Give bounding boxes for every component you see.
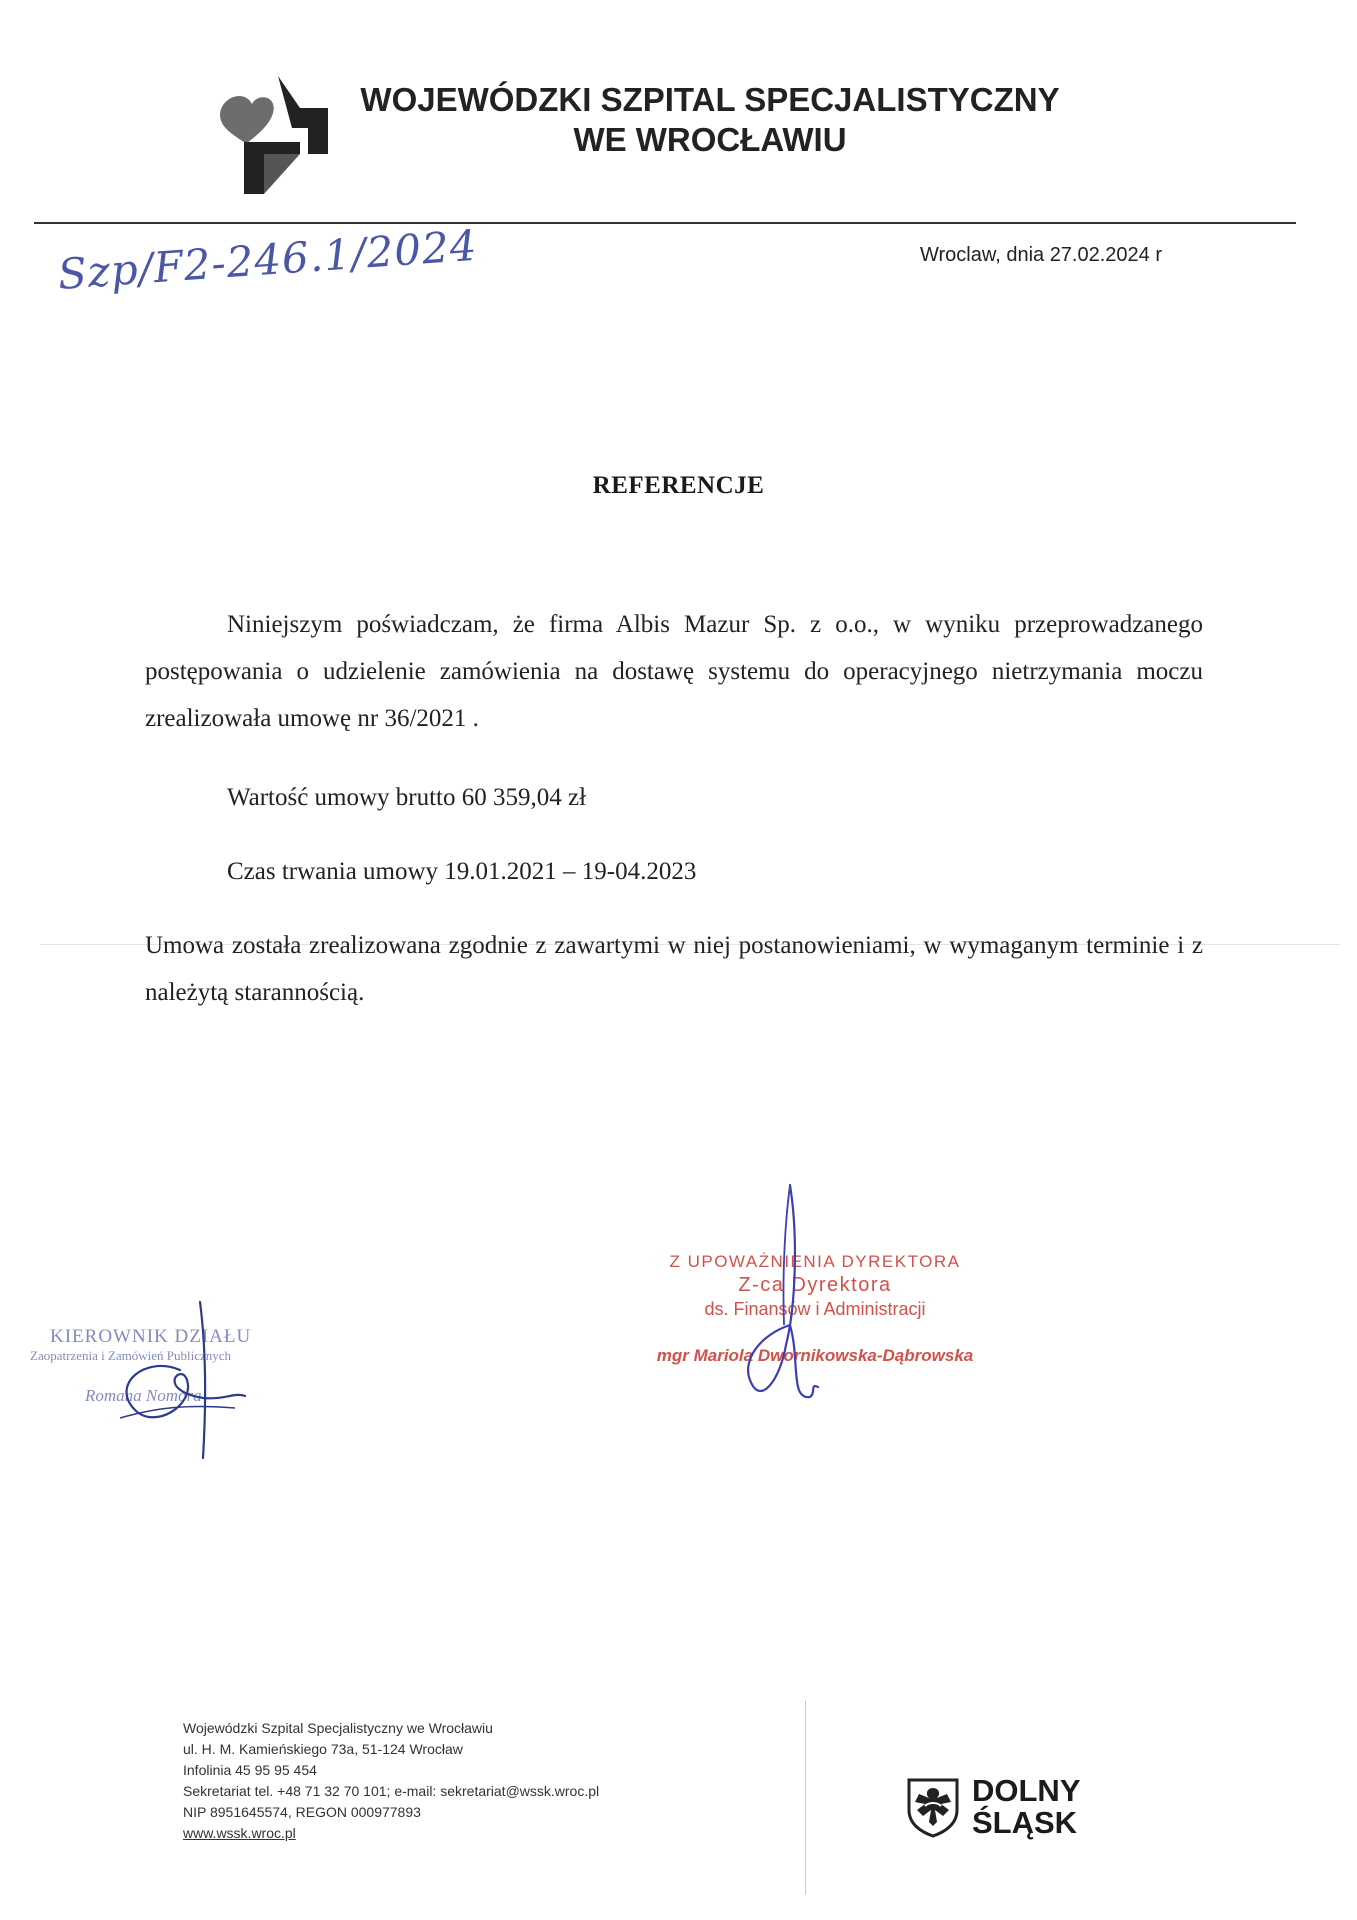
contract-value-line: Wartość umowy brutto 60 359,04 zł bbox=[227, 784, 587, 811]
department-head-signature bbox=[85, 1300, 285, 1460]
body-paragraph-1: Niniejszym poświadczam, że firma Albis Mazur Sp. z o.o., w wyniku przeprowadzanego postępowania o udzielenie zamówienia na dostawę systemu do operacyjnego nietrzymania moczu zrealizowała umowę nr 36/2021 . bbox=[145, 611, 1203, 732]
region-name-line1: DOLNY bbox=[972, 1773, 1081, 1808]
stamp-signatory-name: mgr Mariola Dwornikowska-Dąbrowska bbox=[656, 1346, 974, 1365]
footer-line: Infolinia 45 95 95 454 bbox=[183, 1762, 317, 1778]
stamp-left-title: KIEROWNIK DZIAŁU bbox=[50, 1326, 252, 1347]
body-paragraph-2: Umowa została zrealizowana zgodnie z zawartymi w niej postanowieniami, w wymaganym terminie i z należytą starannością. bbox=[145, 932, 1203, 1006]
stamp-position-line: Z-ca Dyrektora bbox=[738, 1274, 892, 1296]
contract-period-line: Czas trwania umowy 19.01.2021 – 19-04.2023 bbox=[227, 858, 697, 885]
footer-line: ul. H. M. Kamieńskiego 73a, 51-124 Wrocław bbox=[183, 1741, 463, 1757]
eagle-coat-of-arms-icon bbox=[905, 1776, 961, 1838]
region-name-line2: ŚLĄSK bbox=[972, 1805, 1078, 1840]
hospital-name-line1: WOJEWÓDZKI SZPITAL SPECJALISTYCZNY bbox=[360, 81, 1060, 118]
hospital-logo-icon bbox=[200, 70, 335, 195]
stamp-left-department: Zaopatrzenia i Zamówień Publicznych bbox=[30, 1348, 232, 1363]
stamp-department-line: ds. Finansów i Administracji bbox=[704, 1299, 926, 1319]
date-line: Wroclaw, dnia 27.02.2024 r bbox=[920, 244, 1163, 266]
footer-address-block bbox=[183, 1718, 599, 1844]
header-divider bbox=[34, 222, 1296, 224]
document-title: REFERENCJE bbox=[592, 472, 765, 499]
stamp-left-name: Romana Nomora bbox=[85, 1386, 202, 1405]
footer-line: NIP 8951645574, REGON 000977893 bbox=[183, 1804, 421, 1820]
handwritten-reference-number: Szp/F2-246.1/2024 bbox=[56, 220, 479, 299]
footer-website-link[interactable]: www.wssk.wroc.pl bbox=[183, 1825, 296, 1841]
footer-divider bbox=[805, 1700, 806, 1895]
footer-line: Wojewódzki Szpital Specjalistyczny we Wrocławiu bbox=[183, 1720, 493, 1736]
stamp-authority-line: Z UPOWAŻNIENIA DYREKTORA bbox=[669, 1252, 961, 1271]
footer-line: Sekretariat tel. +48 71 32 70 101; e-mail: sekretariat@wssk.wroc.pl bbox=[183, 1783, 600, 1799]
hospital-name-line2: WE WROCŁAWIU bbox=[573, 121, 847, 158]
director-signature bbox=[720, 1175, 840, 1415]
